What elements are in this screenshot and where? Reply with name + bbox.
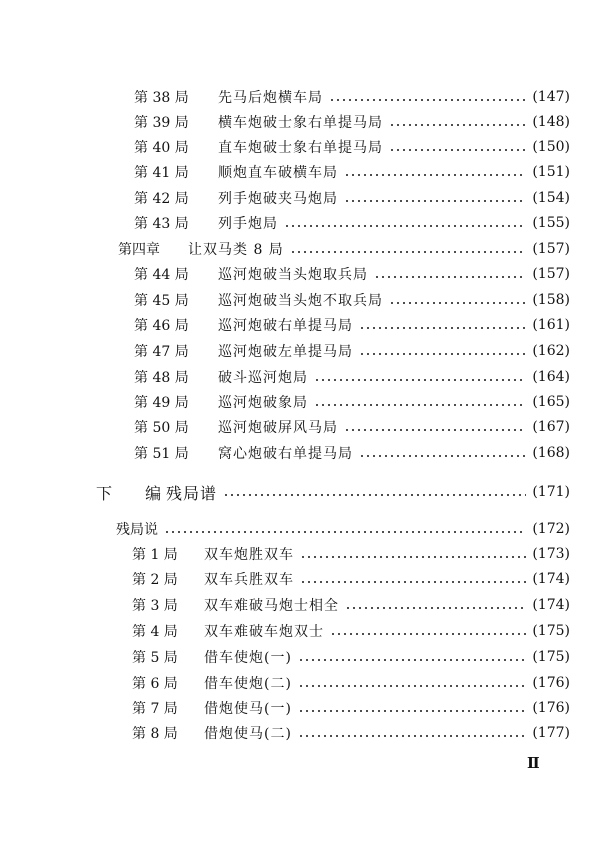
entry-number: 第 5 局 <box>132 650 178 666</box>
section-title: 残局说 <box>116 522 158 538</box>
entry-number: 第 6 局 <box>132 676 178 692</box>
entry-title: 列手炮破夹马炮局 <box>218 191 338 207</box>
dot-leader <box>298 685 526 687</box>
dot-leader <box>290 251 527 253</box>
entry-title: 直车炮破士象右单提马局 <box>218 140 383 156</box>
dot-leader <box>344 174 526 176</box>
entry-title: 破斗巡河炮局 <box>218 370 308 386</box>
dot-leader <box>329 99 526 101</box>
entry-title: 巡河炮破右单提马局 <box>218 318 353 334</box>
toc-entry <box>132 568 570 590</box>
toc-entry <box>134 340 570 362</box>
entry-number: 第 39 局 <box>134 115 189 131</box>
dot-leader <box>374 276 526 278</box>
entry-page: (175) <box>532 623 570 639</box>
entry-page: (174) <box>532 571 570 587</box>
entry-page: (177) <box>532 725 570 741</box>
entry-page: (162) <box>532 343 570 359</box>
dot-leader <box>300 556 526 558</box>
dot-leader <box>314 404 526 406</box>
dot-leader <box>359 327 526 329</box>
entry-page: (165) <box>532 394 570 410</box>
entry-number: 第 51 局 <box>134 446 189 462</box>
dot-leader <box>284 225 526 227</box>
entry-number: 第 2 局 <box>132 572 178 588</box>
entry-number: 第 7 局 <box>132 701 178 717</box>
dot-leader <box>359 353 526 355</box>
toc-entry <box>132 722 570 744</box>
section-page: (172) <box>532 521 570 537</box>
dot-leader <box>345 607 526 609</box>
part-entry <box>96 481 570 503</box>
entry-page: (148) <box>532 114 570 130</box>
dot-leader <box>359 455 526 457</box>
toc-entry <box>132 672 570 694</box>
entry-number: 第 40 局 <box>134 140 189 156</box>
dot-leader <box>298 659 526 661</box>
entry-title: 巡河炮破屏风马局 <box>218 420 338 436</box>
toc-entry <box>134 416 570 438</box>
dot-leader <box>330 633 526 635</box>
entry-title: 借车使炮(一) <box>204 650 292 666</box>
entry-page: (176) <box>532 675 570 691</box>
entry-title: 顺炮直车破横车局 <box>218 165 338 181</box>
toc-entry <box>134 314 570 336</box>
entry-number: 第 41 局 <box>134 165 189 181</box>
dot-leader <box>223 494 526 496</box>
toc-entry <box>134 86 570 108</box>
dot-leader <box>298 710 526 712</box>
toc-entry <box>132 543 570 565</box>
entry-number: 第 43 局 <box>134 216 189 232</box>
entry-number: 第 3 局 <box>132 598 178 614</box>
toc-entry <box>132 697 570 719</box>
entry-page: (173) <box>532 546 570 562</box>
toc-entry <box>134 111 570 133</box>
section-entry <box>116 518 570 540</box>
entry-title: 列手炮局 <box>218 216 278 232</box>
entry-title: 巡河炮破象局 <box>218 395 308 411</box>
entry-number: 第 47 局 <box>134 344 189 360</box>
dot-leader <box>298 735 526 737</box>
entry-title: 窝心炮破右单提马局 <box>218 446 353 462</box>
entry-title: 借炮使马(二) <box>204 726 292 742</box>
chapter-page: (157) <box>532 241 570 257</box>
entry-page: (150) <box>532 139 570 155</box>
entry-number: 第 46 局 <box>134 318 189 334</box>
toc-entry <box>134 136 570 158</box>
toc-entry <box>132 620 570 642</box>
entry-title: 巡河炮破当头炮取兵局 <box>218 267 368 283</box>
entry-number: 第 8 局 <box>132 726 178 742</box>
entry-number: 第 4 局 <box>132 624 178 640</box>
entry-page: (175) <box>532 649 570 665</box>
entry-title: 借车使炮(二) <box>204 676 292 692</box>
entry-page: (164) <box>532 369 570 385</box>
entry-number: 第 49 局 <box>134 395 189 411</box>
entry-title: 双车难破马炮士相全 <box>204 598 339 614</box>
part-number: 下 编 <box>96 483 176 503</box>
entry-title: 借炮使马(一) <box>204 701 292 717</box>
toc-entry <box>134 212 570 234</box>
entry-page: (151) <box>532 164 570 180</box>
page-folio: Ⅱ <box>527 754 540 772</box>
entry-page: (176) <box>532 700 570 716</box>
entry-page: (147) <box>532 89 570 105</box>
entry-page: (168) <box>532 445 570 461</box>
entry-page: (154) <box>532 190 570 206</box>
dot-leader <box>300 581 526 583</box>
entry-title: 巡河炮破左单提马局 <box>218 344 353 360</box>
toc-entry <box>134 289 570 311</box>
dot-leader <box>389 124 526 126</box>
entry-title: 巡河炮破当头炮不取兵局 <box>218 293 383 309</box>
toc-entry <box>134 366 570 388</box>
entry-page: (161) <box>532 317 570 333</box>
toc-entry <box>132 646 570 668</box>
chapter-number: 第四章 <box>118 242 160 258</box>
dot-leader <box>389 149 526 151</box>
entry-page: (167) <box>532 419 570 435</box>
entry-page: (155) <box>532 215 570 231</box>
entry-title: 先马后炮横车局 <box>218 90 323 106</box>
entry-title: 双车兵胜双车 <box>204 572 294 588</box>
toc-entry <box>134 442 570 464</box>
chapter-title: 让双马类 8 局 <box>188 242 284 258</box>
entry-number: 第 1 局 <box>132 547 178 563</box>
toc-entry <box>134 263 570 285</box>
entry-title: 双车炮胜双车 <box>204 547 294 563</box>
entry-number: 第 38 局 <box>134 90 189 106</box>
part-page: (171) <box>532 484 570 500</box>
toc-entry <box>132 594 570 616</box>
entry-number: 第 45 局 <box>134 293 189 309</box>
entry-number: 第 48 局 <box>134 370 189 386</box>
entry-number: 第 42 局 <box>134 191 189 207</box>
dot-leader <box>164 531 526 533</box>
entry-page: (174) <box>532 597 570 613</box>
entry-page: (158) <box>532 292 570 308</box>
chapter-entry <box>118 238 570 260</box>
toc-entry <box>134 187 570 209</box>
dot-leader <box>389 302 526 304</box>
entry-number: 第 50 局 <box>134 420 189 436</box>
toc-entry <box>134 391 570 413</box>
dot-leader <box>314 379 526 381</box>
dot-leader <box>344 200 526 202</box>
entry-number: 第 44 局 <box>134 267 189 283</box>
entry-page: (157) <box>532 266 570 282</box>
toc-entry <box>134 161 570 183</box>
dot-leader <box>344 429 526 431</box>
entry-title: 双车难破车炮双士 <box>204 624 324 640</box>
entry-title: 横车炮破士象右单提马局 <box>218 115 383 131</box>
part-title: 残局谱 <box>166 483 218 503</box>
